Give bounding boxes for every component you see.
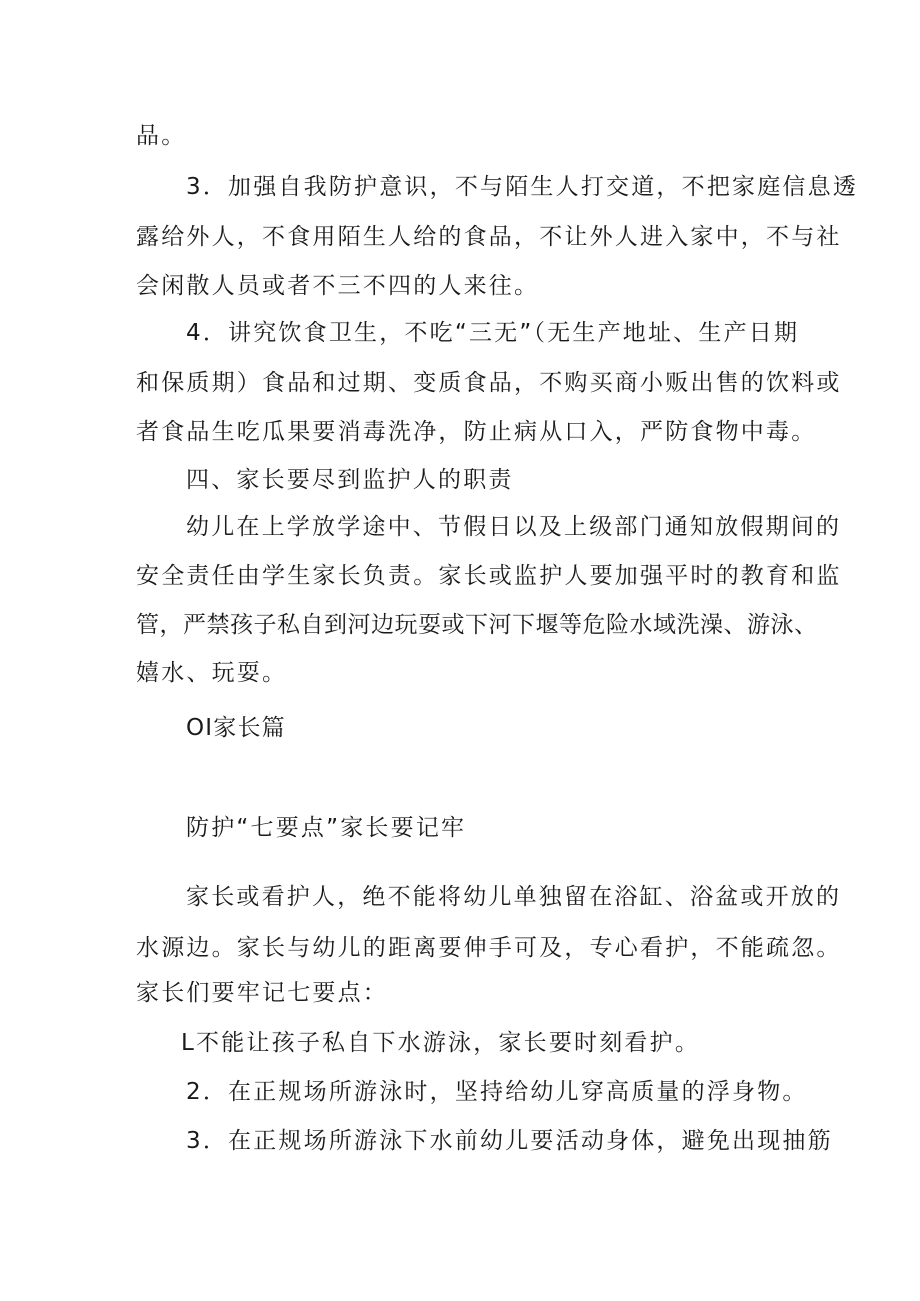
- list-item: L不能让孩子私自下水游泳，家长要时刻看护。: [181, 1030, 701, 1056]
- section-heading: 防护“七要点”家长要记牢: [186, 815, 467, 841]
- list-item: 3．在正规场所游泳下水前幼儿要活动身体，避免出现抽筋: [186, 1128, 833, 1154]
- text-line: 幼儿在上学放学途中、节假日以及上级部门通知放假期间的: [186, 514, 842, 540]
- text-line: 水源边。家长与幼儿的距离要伸手可及，专心看护，不能疏忽。: [136, 935, 842, 961]
- text-line: 露给外人，不食用陌生人给的食品，不让外人进入家中，不与社: [136, 224, 842, 250]
- text-line: 4．讲究饮食卫生，不吃“三无”（无生产地址、生产日期: [186, 320, 800, 346]
- section-heading: OI家长篇: [186, 715, 286, 741]
- text-line: 家长或看护人，绝不能将幼儿单独留在浴缸、浴盆或开放的: [186, 884, 842, 910]
- text-line: 嬉水、玩耍。: [136, 660, 288, 686]
- text-line: 和保质期）食品和过期、变质食品，不购买商小贩出售的饮料或: [136, 370, 842, 396]
- section-heading: 四、家长要尽到监护人的职责: [186, 467, 514, 493]
- list-item: 2．在正规场所游泳时，坚持给幼儿穿高质量的浮身物。: [186, 1079, 808, 1105]
- text-line: 品。: [136, 123, 187, 149]
- text-line: 者食品生吃瓜果要消毒洗净，防止病从口入，严防食物中毒。: [136, 419, 817, 445]
- text-line: 管，严禁孩子私自到河边玩耍或下河下堰等危险水域洗澡、游泳、: [136, 612, 818, 638]
- text-line: 会闲散人员或者不三不四的人来往。: [136, 273, 540, 299]
- text-line: 安全责任由学生家长负责。家长或监护人要加强平时的教育和监: [136, 563, 842, 589]
- text-line: 家长们要牢记七要点：: [136, 980, 388, 1006]
- text-line: 3．加强自我防护意识，不与陌生人打交道，不把家庭信息透: [186, 174, 859, 200]
